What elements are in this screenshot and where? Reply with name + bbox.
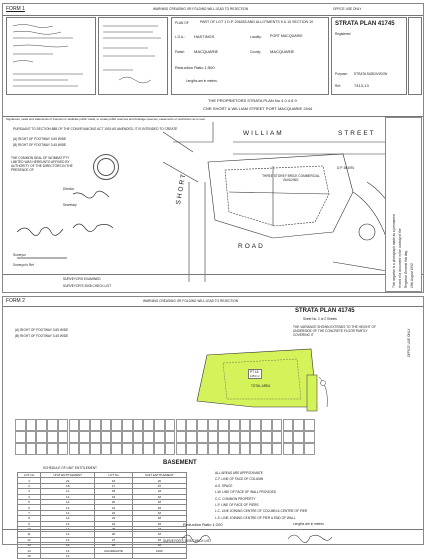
lot-grid-cell [283, 443, 294, 455]
street-label: STREET [338, 130, 376, 137]
basement-title: BASEMENT [163, 460, 197, 466]
schedule-cell: 13 [18, 543, 41, 548]
admin-block-mid [98, 17, 168, 95]
lot-grid-cell [208, 431, 219, 443]
note-item: L.P. LINE OF FACE OF PIERS [215, 502, 259, 507]
lot-grid-cell [69, 431, 80, 443]
lengths-note-2: Lengths are in metres [293, 522, 324, 526]
schedule-cell: 20 [95, 499, 132, 504]
microfilm-line-2: record of a document in the custody of the [398, 228, 402, 288]
schedule-cell [132, 553, 186, 558]
lot-grid-cell [293, 431, 304, 443]
note-item: L.C. LINE JOINING CENTRE OF COLUMN & CENTRE OF PIER [215, 509, 308, 514]
schedule-cell: 15 [18, 553, 41, 558]
parish-value: MACQUARIE [194, 49, 219, 54]
lot-grid-cell [111, 419, 122, 431]
schedule-cell: 14 [41, 526, 95, 531]
intention-statement: PURSUANT TO SECTION 88B OF THE CONVEYANCING ACT 1919 AS AMENDED, IT IS INTENDED TO CREATE [13, 127, 178, 131]
surveyors-ref-label: Surveyor's Ref [13, 263, 34, 267]
lot-grid-cell [218, 419, 229, 431]
schedule-header-cell: LOT No [18, 473, 41, 478]
lot-grid-cell [58, 431, 69, 443]
warning-text: WARNING CREASING OR FOLDING WILL LEAD TO REJECTION [153, 7, 249, 11]
office-use-label-2: OFFICE USE ONLY [407, 328, 411, 357]
schedule-cell: 14 [41, 537, 95, 542]
right-of-footway-b: (B) RIGHT OF FOOTWAY 3.45 WIDE [15, 334, 69, 338]
reduction-ratio-2: Reduction Ratio 1:200 [183, 522, 223, 527]
lot-grid-cell [26, 443, 37, 455]
schedule-cell: 14 [41, 494, 95, 499]
schedule-cell: 8 [18, 516, 41, 521]
schedule-cell: 21 [95, 505, 132, 510]
schedule-cell: 23 [95, 516, 132, 521]
schedule-header-cell: UNIT ENTITLEMENT [41, 473, 95, 478]
lot-grid-cell [261, 443, 272, 455]
lot-grid-cell [272, 431, 283, 443]
schedule-cell: 1000 [132, 548, 186, 553]
schedule-row [18, 553, 187, 558]
site-plan-drawing [153, 122, 408, 282]
lot-grid-cell [197, 419, 208, 431]
lot-grid-cell [293, 419, 304, 431]
lot-grid-cell [229, 431, 240, 443]
lot-grid-cell [69, 419, 80, 431]
address-text: CNR SHORT & WILLIAM STREET PORT MACQUARIE 2444 [203, 106, 313, 111]
parish-label: Parish: [175, 50, 185, 54]
purpose-value: STRATA SUBDIVISION [354, 72, 388, 76]
plan-of-label: PLAN OF [175, 21, 189, 25]
purpose-label: Purpose: [335, 72, 348, 76]
lot-grid-cell [133, 443, 144, 455]
registered-label: Registered [335, 32, 351, 36]
schedule-cell: 18 [132, 505, 186, 510]
schedule-cell: 24 [95, 521, 132, 526]
lot-grid-cell [15, 431, 26, 443]
microfilm-line-3: Registrar General this day. [404, 250, 408, 288]
locality-value: PORT MACQUARIE [270, 34, 303, 38]
schedule-cell: 14 [41, 532, 95, 537]
office-column [408, 17, 422, 95]
check-list-label: SURVEYOR'S 3008 CHECK LIST [63, 284, 112, 288]
schedule-cell: 27 [95, 537, 132, 542]
lot-grid-cell [261, 431, 272, 443]
variance-note: THE VARIANCE SHOWN EXTENDS TO THE HEIGHT OF UNDERSIDE OF THE CONCRETE FLOOR PARTLY COVERING IT [293, 325, 376, 337]
schedule-cell: 1 [18, 478, 41, 483]
note-item: A.S. SPACE [215, 483, 233, 488]
schedule-header-cell: UNIT ENTITLEMENT [132, 473, 186, 478]
lot-grid-cell [47, 419, 58, 431]
schedule-cell: 19 [95, 494, 132, 499]
reduction-ratio: Reduction Ratio 1:500 [175, 65, 215, 70]
schedule-cell: 10 [18, 526, 41, 531]
lot-grid-cell [122, 431, 133, 443]
lot-grid-cell [90, 443, 101, 455]
lot-grid-cell [47, 431, 58, 443]
schedule-cell: 18 [132, 499, 186, 504]
lot-grid-cell [69, 443, 80, 455]
lot-grid-cell [186, 443, 197, 455]
lot-grid-cell [218, 431, 229, 443]
schedule-cell: 18 [132, 543, 186, 548]
microfilm-line-1: This negative is a photograph made as a permanent [392, 214, 396, 288]
common-seal-text: THE COMMON SEAL OF WOMBAT PTY LIMITED WAS HEREUNTO AFFIXED BY AUTHORITY OF THE DIRECTORS IN THE PRESENCE OF [11, 156, 73, 172]
county-value: MACQUARIE [270, 49, 295, 54]
header-rule-2 [3, 306, 423, 307]
schedule-cell: 14 [41, 489, 95, 494]
lot-grid-cell [133, 419, 144, 431]
lot-grid-cell [101, 443, 112, 455]
lot-grid-cell [250, 431, 261, 443]
schedule-cell: 16 [95, 478, 132, 483]
lot-grid-cell [111, 431, 122, 443]
microfilm-note [392, 123, 414, 288]
lot-grid-cell [250, 443, 261, 455]
schedule-cell: 2 [18, 483, 41, 488]
form-1-sheet [2, 3, 424, 293]
total-area-label: TOTAL AREA [251, 384, 271, 388]
lot-grid-cell [36, 443, 47, 455]
schedule-cell: 18 [132, 516, 186, 521]
lot-grid-cell [165, 431, 176, 443]
lot-grid-cell [218, 443, 229, 455]
schedule-cell: 22 [41, 478, 95, 483]
lot-grid-cell [197, 443, 208, 455]
schedule-cell: 3 [18, 489, 41, 494]
lot-grid-cell [283, 419, 294, 431]
lot-grid-cell [143, 443, 154, 455]
schedule-cell: 14 [18, 548, 41, 553]
lot-grid-cell [229, 443, 240, 455]
surveyor-label: Surveyor [13, 253, 26, 257]
schedule-cell: 25 [95, 526, 132, 531]
schedule-cell: 6 [18, 505, 41, 510]
notes-list [215, 471, 365, 522]
lot-grid-cell [208, 443, 219, 455]
note-item: C.F. LINE OF FACE OF COLUMN [215, 477, 264, 482]
schedule-cell: 18 [95, 489, 132, 494]
lot-grid-cell [58, 443, 69, 455]
lot-grid-cell [90, 419, 101, 431]
lot-grid-cell [165, 419, 176, 431]
pt16-label: PT 16 [250, 370, 259, 374]
schedule-cell: 14 [41, 510, 95, 515]
schedule-cell: 18 [41, 483, 95, 488]
schedule-cell: 18 [132, 510, 186, 515]
county-label: County: [250, 50, 261, 54]
lot-grid-cell [197, 431, 208, 443]
schedule-cell: 4 [18, 494, 41, 499]
seal-inner-ring [97, 158, 115, 176]
lot-grid-cell [176, 443, 187, 455]
schedule-cell: 22 [95, 510, 132, 515]
schedule-cell: 14 [41, 516, 95, 521]
schedule-title: SCHEDULE OF UNIT ENTITLEMENT [43, 466, 97, 470]
schedule-cell: AGGREGATE [95, 548, 132, 553]
lot-grid-cell [186, 431, 197, 443]
lot-grid-cell [101, 431, 112, 443]
director-label: Director [63, 187, 75, 191]
schedule-cell: 12 [18, 537, 41, 542]
lot-grid-cell [176, 431, 187, 443]
schedule-cell: 14 [41, 499, 95, 504]
registration-block [331, 17, 407, 95]
lot-grid-cell [272, 419, 283, 431]
lot-grid-cell [15, 419, 26, 431]
header-rule [3, 15, 423, 16]
lot-grid-cell [272, 443, 283, 455]
ref-label: Ref: [335, 84, 341, 88]
lot-grid-cell [26, 431, 37, 443]
short-street-label: SHORT [175, 171, 188, 206]
lot-grid-cell [240, 419, 251, 431]
lot-grid-cell [304, 443, 315, 455]
proprietors-text: THE PROPRIETORS STRATA PLAN No 4 0 4 8 9 [208, 98, 297, 103]
secretary-label: Secretary [63, 203, 77, 207]
lot-grid-cell [122, 419, 133, 431]
warning-text-2: WARNING CREASING OR FOLDING WILL LEAD TO REJECTION [143, 299, 239, 303]
examined-label: SURVEYORS EXAMINED [63, 277, 101, 281]
lot-grid-cell [176, 419, 187, 431]
road-label: ROAD [238, 243, 265, 250]
schedule-cell: 5 [18, 499, 41, 504]
form-2-sheet [2, 296, 424, 559]
lot-grid-cell [79, 431, 90, 443]
lot-grid [15, 419, 315, 455]
lengths-note: Lengths are in metres [186, 79, 217, 83]
easement-b: (B) RIGHT OF FOOTWAY 3.45 WIDE [13, 143, 67, 147]
handwritten-notes [7, 18, 97, 96]
lot-grid-cell [283, 431, 294, 443]
check-list-label-2: SURVEYOR'S 3008 CHECK LIST [163, 539, 212, 543]
microfilm-note-strip [385, 117, 422, 292]
lot-grid-cell [240, 443, 251, 455]
plan-number: STRATA PLAN 41745 [335, 21, 395, 27]
form-label-2: FORM 2 [6, 298, 25, 304]
schedule-cell: 18 [132, 489, 186, 494]
lot-grid-cell [154, 419, 165, 431]
lot-grid-cell [58, 419, 69, 431]
ramp-detail [303, 373, 343, 417]
lot-grid-cell [90, 431, 101, 443]
lot-grid-cell [101, 419, 112, 431]
ref-value: 7413-13 [354, 83, 369, 88]
note-item: L.W. LINE OF FACE OF WALL PROVIDED [215, 490, 277, 495]
lot-grid-cell [229, 419, 240, 431]
lot-grid-cell [15, 443, 26, 455]
schedule-cell: 17 [95, 483, 132, 488]
schedule-cell: 18 [132, 537, 186, 542]
rule-bottom-1 [3, 274, 423, 275]
schedule-cell: 9 [18, 521, 41, 526]
lot-grid-cell [36, 419, 47, 431]
note-item: ALL AREAS ARE APPROXIMATE [215, 471, 263, 475]
signatures-header: Signatures, seals and statements of intention to dedicate public roads, to create public reserves and drainage reserves, easements or restrictions as to user. [6, 117, 206, 121]
pt16-area: 1253 m² [250, 375, 260, 378]
note-item: L.S. LINE JOINING CENTRE OF PIER & END OF WALL [215, 515, 296, 520]
lot-grid-cell [293, 443, 304, 455]
lga-label: L.G.A.: [175, 35, 185, 39]
lot-grid-cell [304, 419, 315, 431]
lga-value: HASTINGS [194, 34, 215, 39]
william-street-label: WILLIAM [243, 130, 284, 137]
lot-grid-cell [79, 419, 90, 431]
schedule-cell: 14 [41, 548, 95, 553]
note-item: C.C. COMMON PROPERTY [215, 496, 256, 501]
lot-grid-cell [122, 443, 133, 455]
building-note: THREE STOREY BRICK COMMERCIAL BUILDING [262, 174, 320, 182]
lot-grid-cell [240, 431, 251, 443]
lot-grid-cell [208, 419, 219, 431]
lot-grid-cell [133, 431, 144, 443]
schedule-header-cell: LOT No [95, 473, 132, 478]
lot-grid-cell [79, 443, 90, 455]
schedule-cell: 18 [132, 526, 186, 531]
form-label: FORM 1 [6, 6, 25, 12]
lot-grid-cell [261, 419, 272, 431]
right-of-footway-a: (A) RIGHT OF FOOTWAY 3.65 WIDE [15, 328, 69, 332]
schedule-cell [95, 553, 132, 558]
schedule-cell: 26 [95, 532, 132, 537]
sheet-number: Sheet No. 2 of 2 Sheets [303, 317, 337, 321]
lot-grid-cell [154, 443, 165, 455]
schedule-cell: 28 [95, 543, 132, 548]
lot-grid-cell [47, 443, 58, 455]
locality-label: Locality: [250, 35, 262, 39]
plan-details-block [171, 17, 329, 95]
schedule-cell: 26 [132, 478, 186, 483]
schedule-cell: 14 [41, 505, 95, 510]
lot-grid-cell [186, 419, 197, 431]
lot-grid-cell [304, 431, 315, 443]
schedule-cell: 18 [132, 521, 186, 526]
office-use-label: OFFICE USE ONLY [333, 7, 362, 11]
schedule-cell: 14 [41, 543, 95, 548]
rule-bottom-2 [3, 529, 423, 530]
lot-grid-cell [111, 443, 122, 455]
easement-a: (A) RIGHT OF FOOTWAY 3.65 WIDE [13, 137, 67, 141]
plan-of-value: PART OF LOT 1 D.P. 206453 AND ALLOTMENTS 9 & 10 SECTION 10 [200, 20, 314, 24]
microfilm-line-4: 19th August 1992 [410, 263, 414, 288]
lot-grid-cell [154, 431, 165, 443]
lot-grid-cell [250, 419, 261, 431]
council-approval-notes [99, 18, 169, 96]
lot-grid-cell [143, 431, 154, 443]
plan-number-2: STRATA PLAN 41745 [295, 308, 355, 314]
lot-grid-cell [26, 419, 37, 431]
lot-grid-cell [36, 431, 47, 443]
lot-grid-cell [165, 443, 176, 455]
admin-block-left [6, 17, 96, 95]
schedule-cell: 18 [132, 494, 186, 499]
schedule-cell: 14 [41, 521, 95, 526]
lot-grid-cell [143, 419, 154, 431]
schedule-cell: 11 [18, 532, 41, 537]
unit-entitlement-schedule [17, 472, 187, 559]
schedule-cell: 7 [18, 510, 41, 515]
schedule-cell: 15 [132, 483, 186, 488]
schedule-cell: 14 [41, 553, 95, 558]
dp-reference: D.P. 584091 [337, 166, 355, 170]
schedule-cell: 18 [132, 532, 186, 537]
